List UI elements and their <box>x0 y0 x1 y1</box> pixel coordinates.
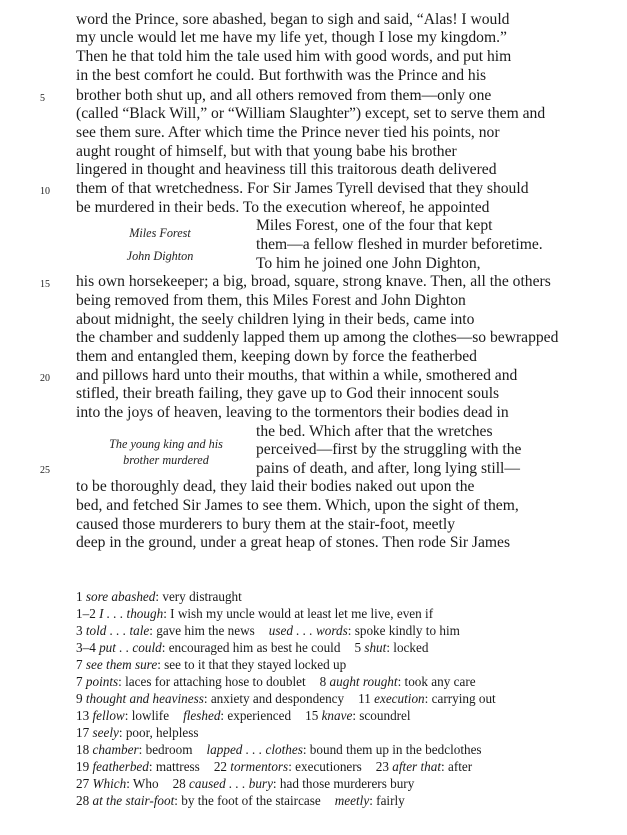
text-line: be murdered in their beds. To the execution whereof, he appointed <box>76 199 490 216</box>
text-line: pains of death, and after, long lying still— <box>256 460 520 477</box>
line-number: 20 <box>40 373 50 384</box>
footnote: 19 featherbed: mattress 22 tormentors: executioners 23 after that: after <box>76 759 473 774</box>
text-line: lingered in thought and heaviness till this traitorous death delivered <box>76 161 497 178</box>
text-line: to be thoroughly dead, they laid their bodies naked out upon the <box>76 478 475 495</box>
footnote: 17 seely: poor, helpless <box>76 725 199 740</box>
margin-note-young-king: The young king and his <box>109 437 223 451</box>
text-line: my uncle would let me have my life yet, though I lose my kingdom.” <box>76 29 507 46</box>
text-line: and pillows hard unto their mouths, that within a while, smothered and <box>76 367 518 384</box>
text-line: them and entangled them, keeping down by force the featherbed <box>76 348 477 365</box>
text-line: Then he that told him the tale used him with good words, and put him <box>76 48 512 65</box>
margin-note-john-dighton: John Dighton <box>126 249 194 263</box>
footnote: 28 at the stair-foot: by the foot of the staircase meetly: fairly <box>76 793 405 808</box>
footnote: 1 sore abashed: very distraught <box>76 589 242 604</box>
text-line: the bed. Which after that the wretches <box>256 423 493 440</box>
text-line: them of that wretchedness. For Sir James Tyrell devised that they should <box>76 180 529 197</box>
text-line: To him he joined one John Dighton, <box>256 255 481 272</box>
line-number: 25 <box>40 465 50 476</box>
text-line: see them sure. After which time the Prince never tied his points, nor <box>76 124 500 141</box>
line-number: 15 <box>40 279 50 290</box>
text-line: brother both shut up, and all others removed from them—only one <box>76 87 492 104</box>
footnote: 13 fellow: lowlife fleshed: experienced 15 knave: scoundrel <box>76 708 411 723</box>
text-line: stifled, their breath failing, they gave up to God their innocent souls <box>76 385 500 402</box>
footnote: 18 chamber: bedroom lapped . . . clothes: bound them up in the bedclothes <box>76 742 482 757</box>
text-line: the chamber and suddenly lapped them up among the clothes—so bewrapped <box>76 329 559 346</box>
text-line: in the best comfort he could. But forthwith was the Prince and his <box>76 67 487 84</box>
text-line: perceived—first by the struggling with the <box>256 441 522 458</box>
text-line: deep in the ground, under a great heap of stones. Then rode Sir James <box>76 534 511 551</box>
text-line: (called “Black Will,” or “William Slaughter”) except, set to serve them and <box>76 105 546 122</box>
footnote: 1–2 I . . . though: I wish my uncle would at least let me live, even if <box>76 606 434 621</box>
footnote: 3 told . . . tale: gave him the news used . . . words: spoke kindly to him <box>76 623 460 638</box>
footnote: 3–4 put . . could: encouraged him as best he could 5 shut: locked <box>76 640 429 655</box>
text-line: about midnight, the seely children lying in their beds, came into <box>76 311 475 328</box>
text-line: them—a fellow fleshed in murder beforetime. <box>256 236 543 253</box>
text-line: bed, and fetched Sir James to see them. Which, upon the sight of them, <box>76 497 519 514</box>
text-line: aught rought of himself, but with that young babe his brother <box>76 143 457 160</box>
text-line: his own horsekeeper; a big, broad, square, strong knave. Then, all the others <box>76 273 551 290</box>
line-number: 10 <box>40 186 50 197</box>
footnote: 9 thought and heaviness: anxiety and despondency 11 execution: carrying out <box>76 691 496 706</box>
footnote: 27 Which: Who 28 caused . . . bury: had those murderers bury <box>76 776 415 791</box>
text-line: into the joys of heaven, leaving to the tormentors their bodies dead in <box>76 404 509 421</box>
line-number: 5 <box>40 93 45 104</box>
text-line: caused those murderers to bury them at the stair-foot, meetly <box>76 516 456 533</box>
margin-note-miles-forest: Miles Forest <box>129 226 191 240</box>
footnote: 7 points: laces for attaching hose to doublet 8 aught rought: took any care <box>76 674 476 689</box>
text-line: Miles Forest, one of the four that kept <box>256 217 493 234</box>
footnote: 7 see them sure: see to it that they stayed locked up <box>76 657 347 672</box>
text-line: being removed from them, this Miles Forest and John Dighton <box>76 292 466 309</box>
text-line: word the Prince, sore abashed, began to sigh and said, “Alas! I would <box>76 11 510 28</box>
margin-note-brother-murdered: brother murdered <box>123 453 209 467</box>
